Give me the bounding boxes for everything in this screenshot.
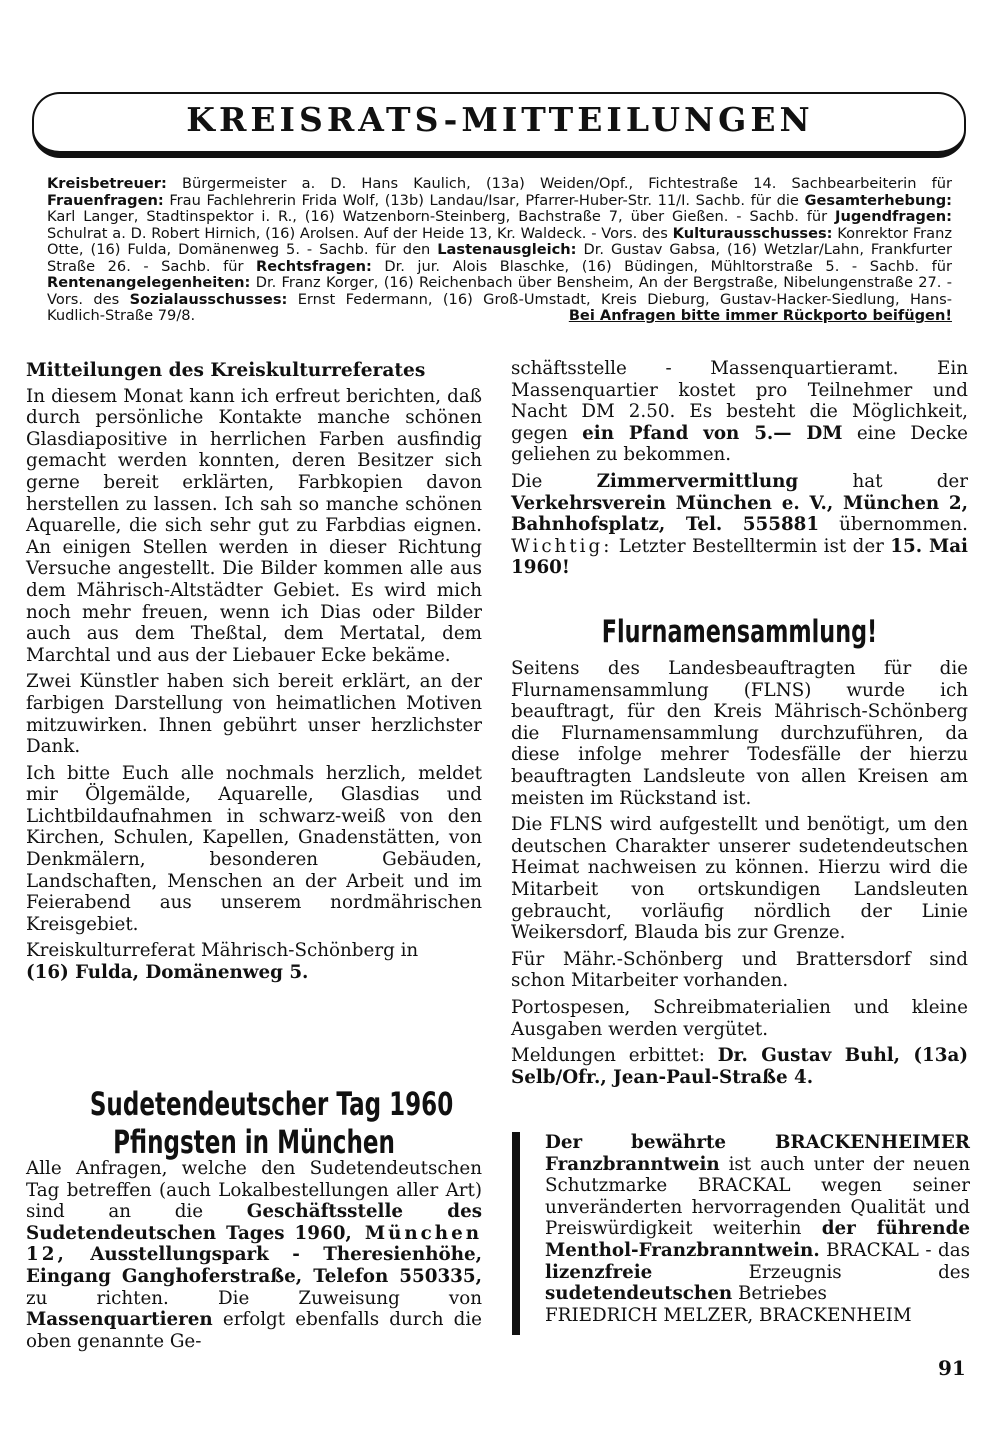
role-label: Kreisbetreuer:	[47, 175, 167, 192]
postage-note: Bei Anfragen bitte immer Rückporto beifügen!	[568, 307, 952, 324]
flurnamen-heading: Flurnamensammlung!	[601, 614, 878, 650]
paragraph: Die FLNS wird aufgestellt und benötigt, um den deutschen Charakter unserer sudetendeutschen Heimat nachweisen zu können. Hierzu wird die Mitarbeit von ortskundigen Landsleuten gebraucht, vorläufig nördlich der Linie Weikersdorf, Blauda bis zur Grenze.	[511, 814, 968, 944]
text: Alle Anfragen, welche den Sudetendeutschen Tag betreffen (auch Lokalbestellungen aller Art) sind an die	[26, 1158, 482, 1223]
role-label: Frauenfragen:	[47, 191, 164, 209]
text-bold: 15. Mai 1960!	[511, 535, 968, 579]
role-label: Kulturausschusses:	[672, 224, 833, 242]
text-bold: München 12,	[26, 1222, 482, 1266]
text: Letzter Bestelltermin ist der	[612, 535, 891, 557]
text: eine Decke geliehen zu bekommen.	[511, 422, 968, 466]
text: BRACKAL - das	[819, 1239, 970, 1261]
role-label: Jugendfragen:	[835, 208, 952, 225]
text-bold: Verkehrsverein München e. V., München 2, Bahnhofsplatz, Tel. 555881	[511, 492, 968, 536]
text: hat der	[798, 470, 968, 492]
contact-text: Bürgermeister a. D. Hans Kaulich, (13a) Weiden/Opf., Fichtestraße 14. Sachbearbeiterin für	[166, 175, 952, 192]
paragraph	[26, 940, 482, 983]
paragraph: Seitens des Landesbeauftragten für die Flurnamensammlung (FLNS) wurde ich beauftragt, für den Kreis Mährisch-Schönberg die Flurnamensammlung durchzuführen, da diese infolge mehrer Todesfälle der hierzu beauftragten Landsleute von allen Kreisen am meisten im Rückstand ist.	[511, 658, 968, 809]
text-bold: Zimmervermittlung	[596, 470, 799, 492]
contact-list	[47, 176, 952, 325]
paragraph	[511, 471, 968, 579]
culture-section	[26, 360, 482, 989]
contact-text: Dr. jur. Alois Blaschke, (16) Büdingen, Mühltorstraße 5. - Sachb. für	[371, 257, 952, 275]
paragraph: Ich bitte Euch alle nochmals herzlich, meldet mir Ölgemälde, Aquarelle, Glasdias und Lichtbildaufnahmen in schwarz-weiß von den Kirchen, Schulen, Kapellen, Gnadenstätten, von Denkmälern, besonderen Gebäuden, Landschaften, Menschen an der Arbeit und im Feierabend aus unserem nordmährischen Kreisgebiet.	[26, 762, 482, 935]
text: erfolgt ebenfalls durch die oben genannte Ge-	[26, 1309, 482, 1352]
advertisement	[512, 1132, 970, 1335]
paragraph: Für Mähr.-Schönberg und Brattersdorf sind schon Mitarbeiter vorhanden.	[511, 948, 968, 992]
text-bold: Ausstellungspark - Theresienhöhe, Eingang Ganghoferstraße, Telefon 550335,	[26, 1244, 482, 1287]
signature-line: Kreiskulturreferat Mährisch-Schönberg in	[26, 940, 419, 962]
section-heading: Mitteilungen des Kreiskulturreferates	[26, 360, 426, 381]
role-label: Rentenangelegenheiten:	[47, 274, 251, 291]
paragraph: Zwei Künstler haben sich bereit erklärt, an der farbigen Darstellung von heimatlichen Motiven mitzuwirken. Ihnen gebührt unser herzlichster Dank.	[26, 671, 482, 758]
contact-text: Karl Langer, Stadtinspektor i. R., (16) Watzenborn-Steinberg, Bachstraße 7, über Gießen. - Sachb. für	[47, 208, 836, 225]
text-bold: Der bewährte BRACKENHEIMER Franzbranntwein	[545, 1132, 970, 1175]
text-bold: Geschäftsstelle des Sudetendeutschen Tages 1960,	[26, 1201, 482, 1244]
text: Erzeugnis des	[652, 1261, 970, 1283]
paragraph	[511, 1045, 968, 1088]
contact-text: Dr. Franz Korger, (16) Reichenbach über Bensheim, An der Bergstraße, Nibelungenstraße 27. - Vors. des	[47, 274, 952, 308]
role-label: Gesamterhebung:	[804, 191, 952, 209]
quarters-section	[511, 358, 968, 584]
sudetentag-section	[26, 1158, 482, 1357]
text-bold: sudetendeutschen	[545, 1283, 733, 1305]
text-bold: der führende Menthol-Franzbranntwein.	[545, 1218, 971, 1261]
contact-text: Ernst Federmann, (16) Groß-Umstadt, Kreis Dieburg, Gustav-Hacker-Siedlung, Hans-Kudlich-Straße 79/8.	[47, 290, 952, 324]
company-name: FRIEDRICH MELZER, BRACKENHEIM	[545, 1304, 912, 1326]
page-number: 91	[938, 1356, 966, 1380]
role-label: Rechtsfragen:	[256, 257, 372, 275]
paragraph	[511, 358, 968, 466]
contact-text: Dr. Gustav Gabsa, (16) Wetzlar/Lahn, Frankfurter Straße 26. - Sachb. für	[47, 241, 952, 275]
text: schäftsstelle - Massenquartieramt. Ein Massenquartier kostet pro Teilnehmer und Nacht DM 2.50. Es besteht die Möglichkeit, gegen	[511, 358, 968, 444]
ad-bar	[512, 1132, 520, 1335]
flurnamen-section	[511, 658, 968, 1093]
contact-text: Frau Fachlehrerin Frida Wolf, (13b) Landau/Isar, Pfarrer-Huber-Str. 11/I. Sachb. für die	[163, 191, 805, 209]
text-bold: lizenzfreie	[545, 1261, 653, 1283]
text: übernommen.	[819, 514, 968, 536]
paragraph: In diesem Monat kann ich erfreut berichten, daß durch persönliche Kontakte manche schönen Glasdiapositive in herrlichen Farben ausfindig gemacht werden konnten, deren Besitzer sich gerne bereit erklärten, Farbkopien davon herstellen zu lassen. Ich sah so manche schönen Aquarelle, die sich sehr gut zu Farbdias eignen. An einigen Stellen werden in dieser Richtung Versuche angestellt. Die Bilder kommen alle aus dem Mährisch-Altstädter Gebiet. Es wird mich noch mehr freuen, wenn ich Dias oder Bilder auch aus dem Theßtal, dem Mertatal, dem Marchtal und aus der Liebauer Ecke bekäme.	[26, 385, 482, 666]
contact-text: Konrektor Franz Otte, (16) Fulda, Domänenweg 5. - Sachb. für den	[47, 224, 953, 258]
paragraph	[26, 1158, 482, 1352]
heading-line: Pfingsten in München	[113, 1123, 395, 1161]
heading-line: Sudetendeutscher Tag 1960	[89, 1085, 454, 1123]
signature-address: (16) Fulda, Domänenweg 5.	[26, 962, 309, 984]
role-label: Lastenausgleich:	[437, 241, 577, 258]
text-bold: Dr. Gustav Buhl, (13a) Selb/Ofr., Jean-Paul-Straße 4.	[511, 1045, 968, 1088]
text: ist auch unter der neuen Schutzmarke BRACKAL wegen seiner unveränderten hervorragenden Qualität und Preiswürdigkeit weiterhin	[545, 1153, 970, 1240]
text-bold: ein Pfand von 5.— DM	[582, 422, 843, 444]
text-bold: Massenquartieren	[26, 1309, 213, 1331]
ad-text	[545, 1132, 970, 1326]
text: Meldungen erbittet:	[511, 1045, 718, 1067]
text: Die	[511, 470, 597, 492]
contact-text: Schulrat a. D. Robert Hirnich, (16) Arolsen. Auf der Heide 13, Kr. Waldeck. - Vors. des	[47, 224, 673, 242]
text-spaced: Wichtig:	[511, 535, 613, 557]
sudetentag-heading	[89, 1085, 454, 1161]
text: zu richten. Die Zuweisung von	[26, 1287, 482, 1309]
paragraph: Portospesen, Schreibmaterialien und kleine Ausgaben werden vergütet.	[511, 996, 968, 1040]
page-title: KREISRATS-MITTEILUNGEN	[186, 100, 814, 139]
role-label: Sozialausschusses:	[129, 290, 288, 308]
text: Betriebes	[732, 1283, 827, 1305]
